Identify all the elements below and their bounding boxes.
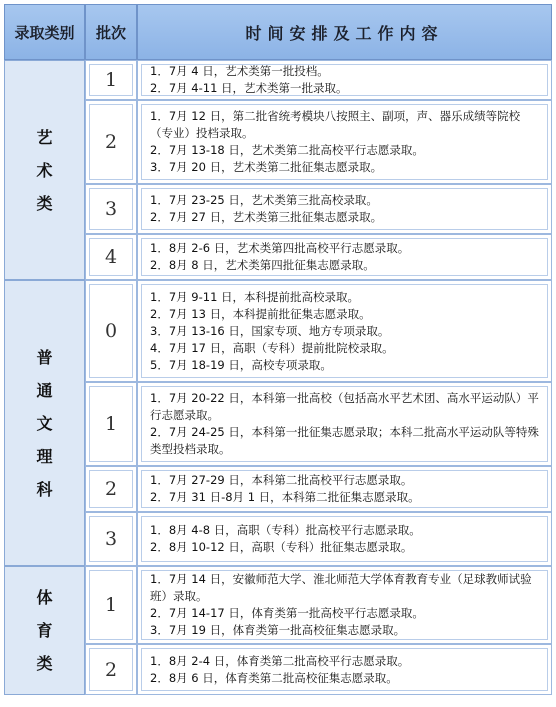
schedule-item: 3．7月 13-16 日，国家专项、地方专项录取。 [150, 323, 390, 338]
category-label: 艺术类 [36, 127, 53, 213]
category-cell [4, 566, 85, 695]
schedule-item: 1．7月 9-11 日，本科提前批高校录取。 [150, 289, 360, 304]
detail-cell [137, 234, 552, 280]
table-row [4, 466, 552, 512]
schedule-item: 2．7月 4-11 日，艺术类第一批录取。 [150, 81, 348, 95]
schedule-item: 2．7月 27 日，艺术类第三批征集志愿录取。 [150, 210, 383, 224]
detail-cell [137, 60, 552, 100]
batch-cell: 2 [85, 466, 137, 512]
detail-cell [137, 100, 552, 184]
schedule-item: 2．7月 31 日-8月 1 日，本科第二批征集志愿录取。 [150, 490, 420, 504]
detail-cell [137, 566, 552, 644]
header-detail: 时间安排及工作内容 [137, 4, 552, 60]
detail-cell [137, 512, 552, 566]
schedule-item: 3．7月 20 日，艺术类第二批征集志愿录取。 [150, 160, 383, 174]
detail-cell [137, 184, 552, 234]
table-row [4, 60, 552, 100]
batch-cell: 4 [85, 234, 137, 280]
header-batch: 批次 [85, 4, 137, 60]
schedule-item: 1．7月 27-29 日，本科第二批高校平行志愿录取。 [150, 473, 413, 487]
schedule-body [4, 60, 552, 695]
schedule-item: 2．7月 24-25 日，本科第一批征集志愿录取；本科二批高水平运动队等特殊类型投档录取。 [150, 425, 539, 456]
detail-cell [137, 382, 552, 466]
table-row [4, 280, 552, 382]
detail-cell [137, 280, 552, 382]
schedule-item: 2．7月 13 日，本科提前批征集志愿录取。 [150, 306, 371, 321]
batch-cell: 1 [85, 566, 137, 644]
batch-cell: 1 [85, 382, 137, 466]
header-category: 录取类别 [4, 4, 85, 60]
table-row [4, 512, 552, 566]
schedule-item: 2．7月 13-18 日，艺术类第二批高校平行志愿录取。 [150, 143, 424, 157]
table-row [4, 184, 552, 234]
batch-cell: 2 [85, 100, 137, 184]
detail-cell [137, 644, 552, 695]
schedule-item: 1．7月 20-22 日，本科第一批高校（包括高水平艺术团、高水平运动队）平行志愿录取。 [150, 391, 539, 422]
schedule-item: 4．7月 17 日，高职（专科）提前批院校录取。 [150, 340, 394, 355]
category-label: 体育类 [36, 588, 53, 673]
category-cell [4, 60, 85, 280]
header-row [4, 4, 552, 60]
schedule-item: 2．8月 8 日，艺术类第四批征集志愿录取。 [150, 258, 375, 272]
schedule-item: 1．7月 14 日，安徽师范大学、淮北师范大学体育教育专业（足球教师试验班）录取。 [150, 572, 532, 603]
table-row [4, 644, 552, 695]
table-row [4, 100, 552, 184]
admission-schedule-table [4, 4, 552, 695]
schedule-item: 1．7月 12 日，第二批省统考模块八按照主、副项，声、器乐成绩等院校（专业）投档录取。 [150, 109, 521, 140]
schedule-item: 2．8月 10-12 日，高职（专科）批征集志愿录取。 [150, 540, 413, 554]
batch-cell: 2 [85, 644, 137, 695]
batch-cell: 3 [85, 184, 137, 234]
category-cell [4, 280, 85, 566]
schedule-item: 2．7月 14-17 日，体育类第一批高校平行志愿录取。 [150, 606, 424, 620]
batch-cell: 0 [85, 280, 137, 382]
detail-cell [137, 466, 552, 512]
batch-cell: 3 [85, 512, 137, 566]
batch-cell: 1 [85, 60, 137, 100]
schedule-item: 1．8月 2-4 日，体育类第二批高校平行志愿录取。 [150, 653, 410, 668]
table-row [4, 382, 552, 466]
table-row [4, 234, 552, 280]
schedule-item: 3．7月 19 日，体育类第一批高校征集志愿录取。 [150, 623, 406, 637]
category-label: 普通文理科 [36, 347, 53, 499]
schedule-item: 1．8月 2-6 日，艺术类第四批高校平行志愿录取。 [150, 241, 410, 255]
schedule-item: 1．8月 4-8 日，高职（专科）批高校平行志愿录取。 [150, 523, 421, 537]
schedule-item: 5．7月 18-19 日，高校专项录取。 [150, 357, 332, 372]
schedule-item: 1．7月 4 日，艺术类第一批投档。 [150, 64, 329, 78]
schedule-item: 2．8月 6 日，体育类第二批高校征集志愿录取。 [150, 670, 398, 685]
schedule-item: 1．7月 23-25 日，艺术类第三批高校录取。 [150, 193, 378, 207]
table-row [4, 566, 552, 644]
